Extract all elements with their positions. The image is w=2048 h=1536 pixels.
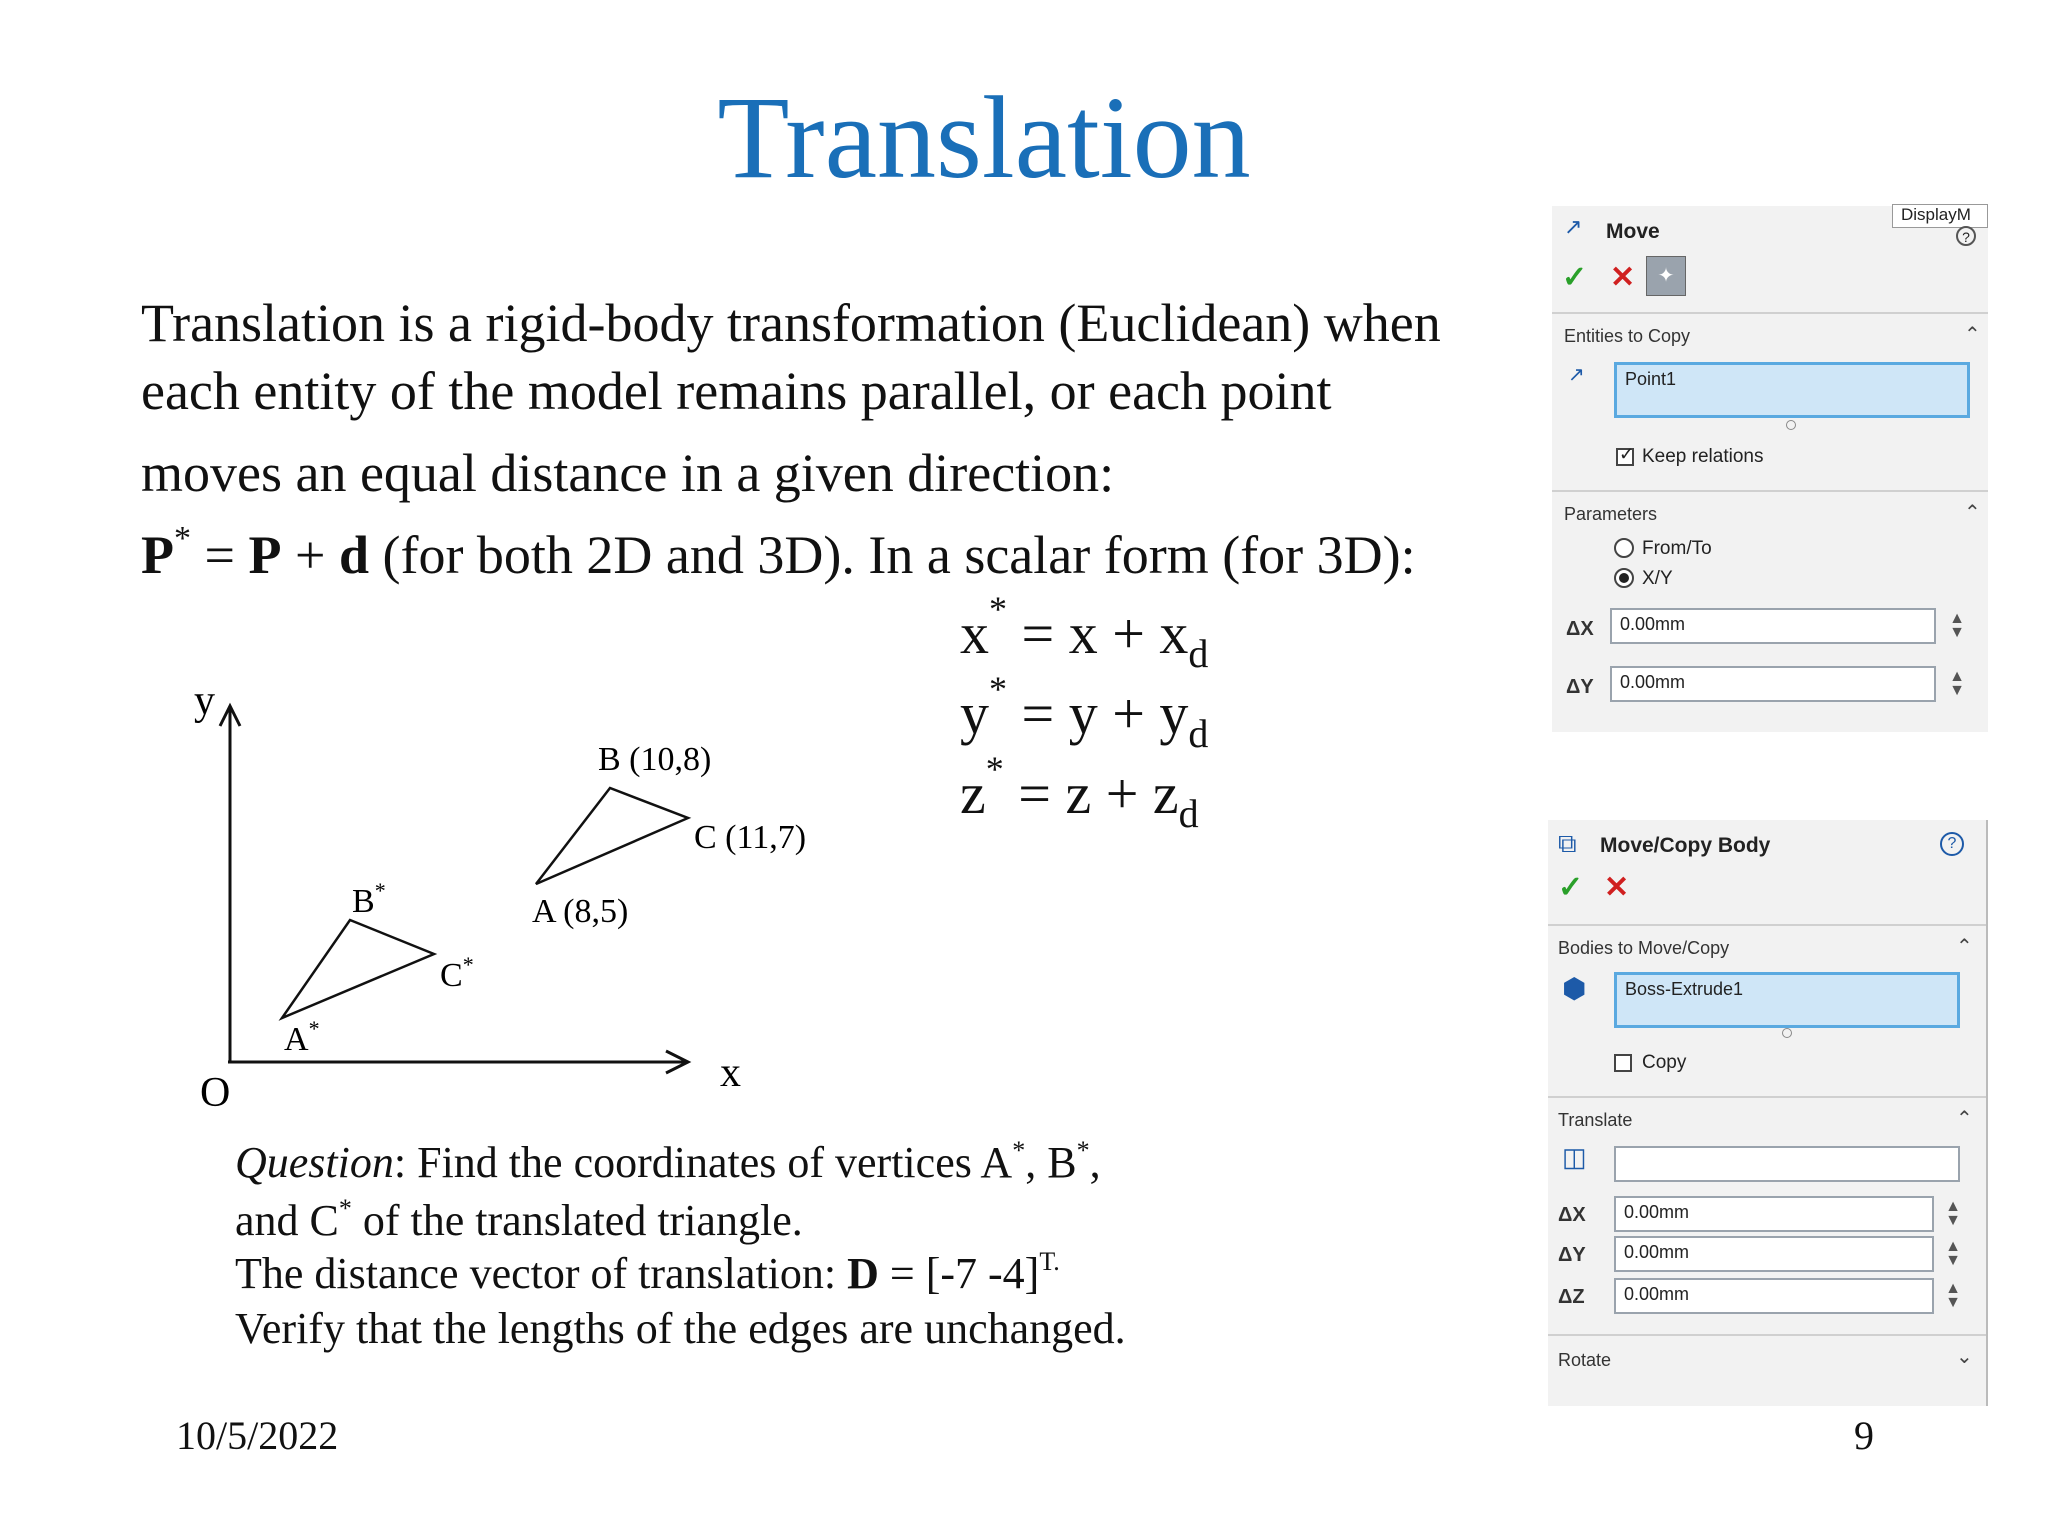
x-axis-label: x (720, 1050, 741, 1096)
question-line-3-a: The distance vector of translation: (235, 1249, 848, 1298)
equation-z (960, 749, 1199, 836)
eq-z-lhs: z (960, 761, 986, 826)
xy-radio[interactable] (1614, 568, 1634, 588)
label-B: B (10,8) (598, 741, 712, 778)
rotate-label: Rotate (1558, 1350, 1612, 1370)
equals: = (191, 525, 249, 585)
slide-title: Translation (717, 72, 1251, 203)
transpose-mark: T. (1039, 1247, 1060, 1276)
entities-list[interactable]: Point1 (1614, 362, 1970, 418)
dy-spinner[interactable]: ▲ ▼ (1949, 668, 1965, 699)
expand-chevron-icon[interactable]: ⌄ (1956, 1346, 1973, 1368)
ok-icon[interactable]: ✓ (1558, 871, 1584, 904)
collapse-chevron-icon[interactable]: ⌃ (1964, 324, 1981, 346)
paragraph-line-3: moves an equal distance in a given direction: (141, 443, 1115, 503)
question-line-1-text: : Find the coordinates of vertices A (393, 1138, 1013, 1187)
move-copy-body-panel (1548, 820, 1988, 1406)
from-to-radio[interactable] (1614, 538, 1634, 558)
entities-icon: ↗ (1568, 364, 1585, 386)
label-B-star: B* (352, 878, 386, 920)
label-A: A (8,5) (532, 893, 629, 930)
dx-spinner[interactable]: ▲ ▼ (1945, 1198, 1961, 1229)
dx-input[interactable]: 0.00mm (1614, 1196, 1934, 1232)
eq-x-star: * (989, 589, 1007, 629)
origin-label: O (200, 1070, 231, 1116)
translate-label: Translate (1558, 1110, 1633, 1130)
paragraph-line-2: each entity of the model remains parallel, or each point (141, 361, 1332, 421)
eq-z-rhs: = z + z (1003, 761, 1179, 826)
divider (1548, 1334, 1986, 1336)
help-icon[interactable]: ? (1956, 226, 1976, 246)
help-icon[interactable]: ? (1940, 832, 1964, 856)
move-title: Move (1606, 220, 1660, 243)
translate-vertex-icon: ◫ (1562, 1142, 1587, 1172)
star-mark: * (1076, 1136, 1090, 1165)
vector-d: d (338, 525, 369, 585)
move-icon: ↗ (1564, 214, 1583, 239)
equation-x (960, 589, 1209, 676)
xy-label: X/Y (1642, 568, 1673, 589)
bodies-list[interactable]: Boss-Extrude1 (1614, 972, 1960, 1028)
body-icon: ⬢ (1562, 973, 1587, 1004)
star-mark: * (1012, 1136, 1026, 1165)
divider (1548, 1096, 1986, 1098)
slide-page-number: 9 (1854, 1413, 1874, 1458)
vector-P-star: P (141, 525, 174, 585)
ok-icon[interactable]: ✓ (1562, 261, 1588, 294)
eq-x-lhs: x (960, 601, 989, 666)
dy-label: ΔY (1558, 1244, 1586, 1266)
move-copy-title: Move/Copy Body (1600, 834, 1771, 857)
question-line-3-b: = [-7 -4] (878, 1249, 1040, 1298)
dx-label: ΔX (1558, 1204, 1586, 1226)
question-line-1-end: , (1089, 1138, 1101, 1187)
star-mark: * (338, 1194, 352, 1223)
question-word: Question (235, 1138, 394, 1187)
displaym-tab[interactable]: DisplayM (1892, 204, 1988, 228)
parameters-label: Parameters (1564, 504, 1658, 524)
question-line-2 (235, 1193, 803, 1249)
collapse-chevron-icon[interactable]: ⌃ (1956, 1108, 1973, 1130)
eq-y-lhs: y (960, 681, 989, 746)
paragraph-line-4 (141, 520, 1416, 586)
paragraph-line-4-rest: (for both 2D and 3D). In a scalar form (for 3D): (368, 525, 1416, 585)
resize-handle[interactable] (1782, 1028, 1792, 1038)
eq-x-sub: d (1188, 631, 1209, 676)
dz-label: ΔZ (1558, 1286, 1585, 1308)
question-line-4: Verify that the lengths of the edges are unchanged. (235, 1304, 1126, 1353)
bodies-label: Bodies to Move/Copy (1558, 938, 1730, 958)
vector-D: D (847, 1249, 879, 1298)
eq-z-star: * (985, 749, 1004, 789)
collapse-chevron-icon[interactable]: ⌃ (1956, 936, 1973, 958)
question-line-3 (235, 1246, 1060, 1302)
dx-label: ΔX (1566, 618, 1594, 640)
paragraph-line-1: Translation is a rigid-body transformation (Euclidean) when (141, 293, 1441, 353)
eq-z-sub: d (1178, 791, 1199, 836)
eq-x-rhs: = x + x (1007, 601, 1189, 666)
move-panel (1552, 206, 1988, 732)
dy-label: ΔY (1566, 676, 1594, 698)
vector-P: P (248, 525, 282, 585)
keep-relations-checkbox[interactable]: ✓ (1616, 448, 1634, 466)
dy-input[interactable]: 0.00mm (1614, 1236, 1934, 1272)
label-A-star: A* (284, 1016, 320, 1058)
y-axis-label: y (194, 680, 215, 724)
question-line-2-b: of the translated triangle. (351, 1196, 803, 1245)
dz-input[interactable]: 0.00mm (1614, 1278, 1934, 1314)
dy-input[interactable]: 0.00mm (1610, 666, 1936, 702)
star-mark: * (174, 520, 191, 557)
slide-date: 10/5/2022 (176, 1413, 339, 1458)
triangle-ABC (536, 788, 688, 884)
eq-y-rhs: = y + y (1007, 681, 1189, 746)
question-line-2-a: and C (235, 1196, 339, 1245)
translate-reference-input[interactable] (1614, 1146, 1960, 1182)
cancel-icon[interactable]: ✕ (1604, 871, 1630, 904)
triangle-translated (282, 920, 434, 1018)
question-line-1-mid: , B (1025, 1138, 1077, 1187)
copy-checkbox[interactable] (1614, 1054, 1632, 1072)
label-C-star: C* (440, 952, 474, 994)
dz-spinner[interactable]: ▲ ▼ (1945, 1280, 1961, 1311)
eq-y-star: * (989, 669, 1007, 709)
divider (1552, 312, 1988, 314)
question-line-1 (235, 1135, 1101, 1191)
pin-icon[interactable]: ✦ (1646, 256, 1686, 296)
move-copy-icon: ⧉ (1558, 828, 1577, 858)
eq-y-sub: d (1188, 711, 1209, 756)
copy-label: Copy (1642, 1052, 1687, 1073)
cancel-icon[interactable]: ✕ (1610, 261, 1636, 294)
dx-spinner[interactable]: ▲ ▼ (1949, 610, 1965, 641)
divider (1548, 924, 1986, 926)
collapse-chevron-icon[interactable]: ⌃ (1964, 502, 1981, 524)
translation-diagram (150, 680, 850, 1120)
dy-spinner[interactable]: ▲ ▼ (1945, 1238, 1961, 1269)
from-to-label: From/To (1642, 538, 1712, 559)
dx-input[interactable]: 0.00mm (1610, 608, 1936, 644)
label-C: C (11,7) (694, 819, 807, 856)
entities-label: Entities to Copy (1564, 326, 1691, 346)
plus: + (281, 525, 339, 585)
equation-y (960, 669, 1209, 756)
resize-handle[interactable] (1786, 420, 1796, 430)
keep-relations-label: Keep relations (1642, 446, 1764, 467)
divider (1552, 490, 1988, 492)
